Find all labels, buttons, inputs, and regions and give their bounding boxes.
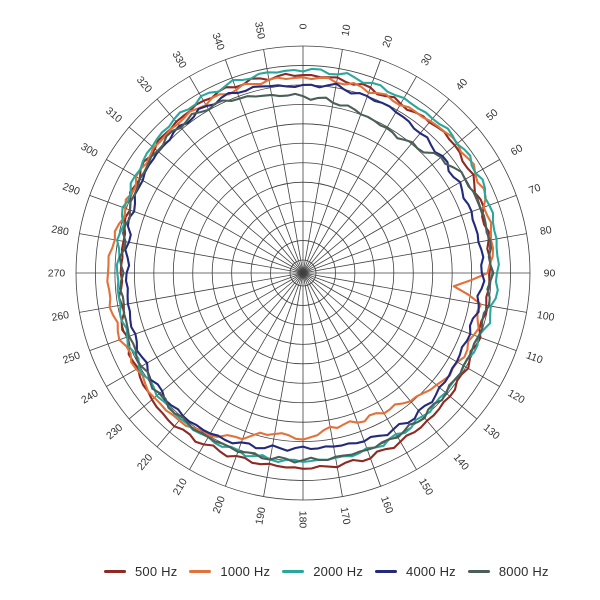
legend: [0, 559, 600, 583]
angle-tick-label: 350: [252, 20, 267, 40]
angle-tick-label: 200: [210, 494, 228, 516]
legend-item-1000-hz: [189, 564, 270, 579]
legend-label: 500 Hz: [135, 563, 178, 579]
angle-tick-label: 260: [50, 309, 70, 324]
angle-tick-label: 300: [78, 140, 100, 160]
angle-tick-label: 270: [47, 267, 66, 280]
angle-tick-label: 0: [297, 23, 310, 30]
angle-tick-label: 240: [79, 387, 101, 407]
angle-tick-label: 320: [133, 74, 155, 96]
angle-tick-label: 130: [480, 421, 502, 443]
angle-tick-label: 290: [60, 180, 82, 198]
angle-tick-label: 230: [104, 421, 126, 443]
angle-tick-label: 160: [378, 494, 396, 516]
angle-tick-label: 220: [134, 451, 156, 473]
angle-tick-label: 10: [339, 23, 354, 38]
angle-tick-label: 120: [505, 387, 527, 407]
angle-tick-label: 210: [170, 476, 190, 498]
legend-line-swatch: [189, 570, 211, 573]
angle-tick-label: 50: [483, 106, 501, 124]
angle-tick-label: 70: [527, 181, 543, 197]
legend-label: 1000 Hz: [220, 563, 271, 579]
angle-tick-label: 190: [253, 506, 269, 526]
angle-tick-label: 20: [380, 34, 396, 50]
legend-line-swatch: [375, 570, 397, 573]
angle-tick-label: 40: [453, 76, 471, 93]
legend-item-8000-hz: [468, 564, 549, 579]
legend-label: 8000 Hz: [498, 563, 549, 579]
angle-tick-label: 100: [536, 309, 556, 324]
angle-tick-label: 90: [543, 267, 556, 280]
angle-tick-label: 110: [524, 349, 545, 367]
legend-line-swatch: [468, 570, 490, 573]
angle-tick-label: 170: [337, 506, 353, 526]
angle-tick-label: 310: [103, 104, 125, 126]
polar-grid-spokes: [76, 46, 530, 500]
legend-item-2000-hz: [282, 564, 363, 579]
angle-tick-label: 150: [416, 476, 436, 498]
angle-tick-label: 280: [50, 223, 70, 239]
legend-item-500-hz: [104, 564, 177, 579]
legend-item-4000-hz: [375, 564, 456, 579]
angle-tick-label: 80: [539, 223, 553, 238]
angle-tick-label: 180: [296, 510, 309, 529]
angle-tick-label: 60: [508, 142, 525, 159]
legend-line-swatch: [282, 570, 304, 573]
angle-tick-label: 140: [450, 451, 472, 473]
angle-tick-label: 30: [418, 51, 436, 68]
legend-label: 2000 Hz: [313, 563, 364, 579]
legend-label: 4000 Hz: [406, 563, 456, 579]
angle-tick-label: 340: [209, 31, 227, 52]
angle-tick-label: 330: [169, 49, 189, 71]
legend-line-swatch: [104, 570, 126, 573]
angle-tick-label: 250: [61, 349, 82, 367]
